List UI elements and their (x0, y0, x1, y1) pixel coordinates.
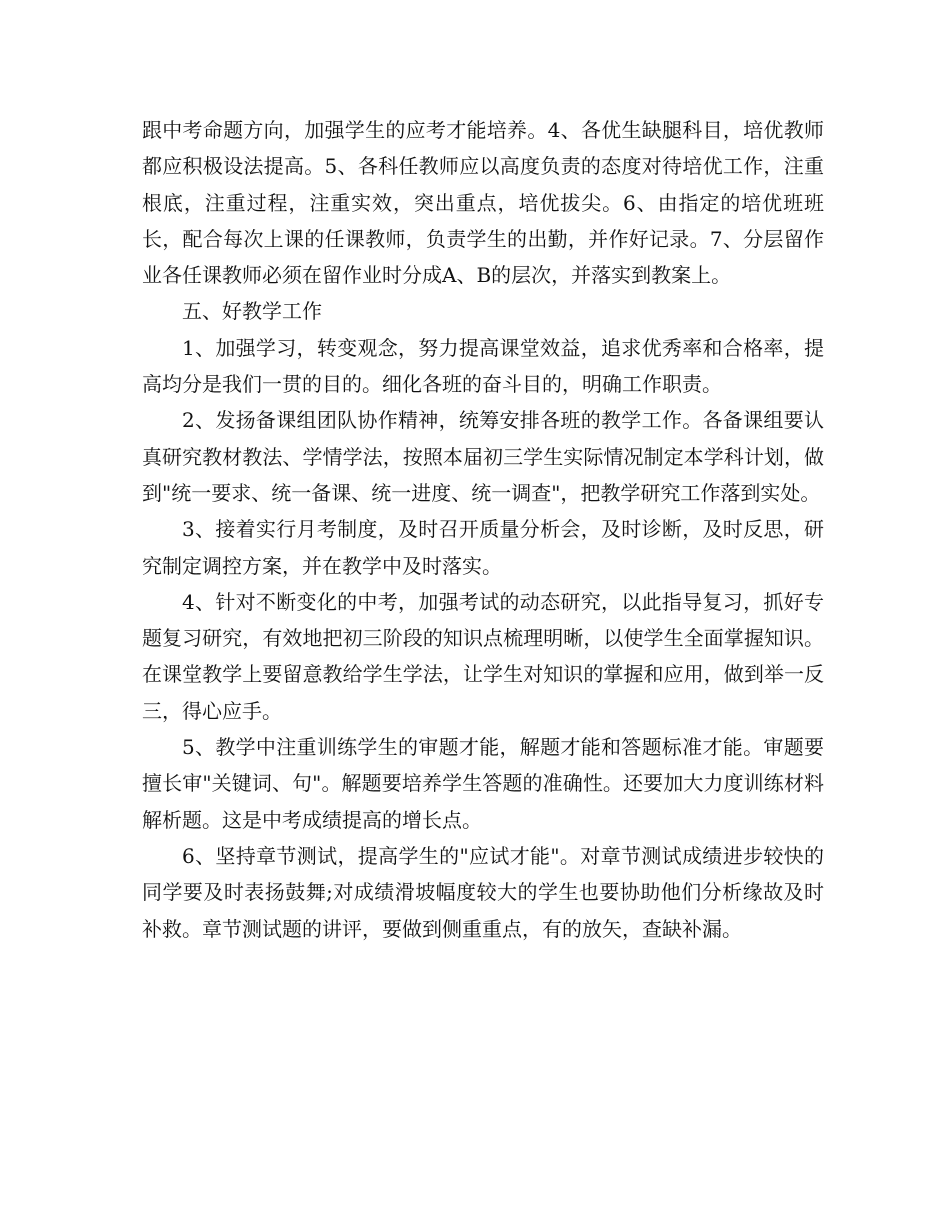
paragraph-item-5: 5、教学中注重训练学生的审题才能，解题才能和答题标准才能。审题要擅长审"关键词、句"。解题要培养学生答题的准确性。还要加大力度训练材料解析题。这是中考成绩提高的增长点。 (142, 735, 824, 832)
section-heading: 五、好教学工作 (182, 299, 322, 324)
paragraph-item-3: 3、接着实行月考制度，及时召开质量分析会，及时诊断，及时反思，研究制定调控方案，并在教学中及时落实。 (142, 517, 824, 578)
paragraph-item-2: 2、发扬备课组团队协作精神，统筹安排各班的教学工作。各备课组要认真研究教材教法、学情学法，按照本届初三学生实际情况制定本学科计划，做到"统一要求、统一备课、统一进度、统一调查"，把教学研究工作落到实处。 (142, 408, 824, 505)
paragraph-item-4: 4、针对不断变化的中考，加强考试的动态研究，以此指导复习，抓好专题复习研究，有效地把初三阶段的知识点梳理明晰，以使学生全面掌握知识。在课堂教学上要留意教给学生学法，让学生对知识的掌握和应用，做到举一反三，得心应手。 (142, 589, 824, 723)
paragraph-item-1: 1、加强学习，转变观念，努力提高课堂效益，追求优秀率和合格率，提高均分是我们一贯的目的。细化各班的奋斗目的，明确工作职责。 (142, 335, 824, 397)
document-body (142, 112, 824, 947)
paragraph-continuation: 跟中考命题方向，加强学生的应考才能培养。4、各优生缺腿科目，培优教师都应积极设法提高。5、各科任教师应以高度负责的态度对待培优工作，注重根底，注重过程，注重实效，突出重点，培优拔尖。6、由指定的培优班班长，配合每次上课的任课教师，负责学生的出勤，并作好记录。7、分层留作业各任课教师必须在留作业时分成A、B的层次，并落实到教案上。 (142, 118, 824, 288)
paragraph-item-6: 6、坚持章节测试，提高学生的"应试才能"。对章节测试成绩进步较快的同学要及时表扬鼓舞;对成绩滑坡幅度较大的学生也要协助他们分析缘故及时补救。章节测试题的讲评，要做到侧重重点，有的放矢，查缺补漏。 (142, 843, 824, 941)
